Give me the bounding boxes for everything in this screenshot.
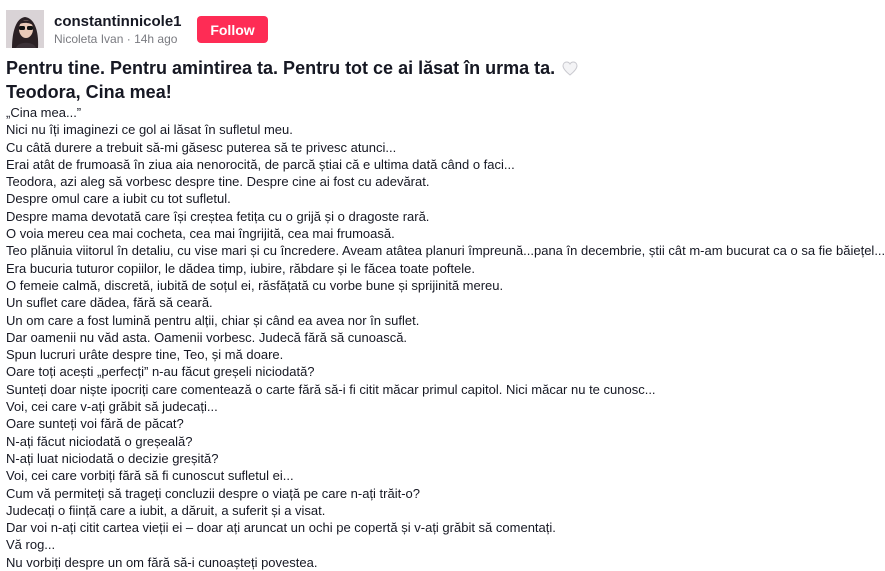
body-line: Era bucuria tuturor copiilor, le dădea timp, iubire, răbdare și le făcea toate poftele.: [6, 260, 475, 276]
post-header: [6, 10, 646, 50]
body-line: Cu câtă durere a trebuit să-mi găsesc puterea să te privesc atunci...: [6, 139, 397, 155]
body-line: Un suflet care dădea, fără să ceară.: [6, 295, 213, 311]
body-line: Voi, cei care vorbiți fără să fi cunoscut sufletul ei...: [6, 468, 294, 484]
follow-button[interactable]: Follow: [197, 16, 268, 43]
post-meta: [54, 32, 177, 46]
body-line: Cum vă permiteți să trageți concluzii despre o viață pe care n-ați trăit-o?: [6, 485, 421, 501]
avatar-image: [6, 10, 44, 48]
body-line: Vă rog...: [6, 537, 56, 553]
username[interactable]: constantinnicole1: [54, 13, 182, 30]
body-line: N-ați luat niciodată o decizie greșită?: [6, 450, 219, 466]
body-line: Teo plănuia viitorul în detaliu, cu vise mari și cu încredere. Aveam atâtea planuri împreună...pana în decembrie, știi cât m-am bucurat ca o sa fie băiețel...: [6, 243, 885, 259]
white-heart-icon: [562, 59, 578, 81]
avatar[interactable]: [6, 10, 44, 48]
body-line: Un om care a fost lumină pentru alții, chiar și când ea avea nor în suflet.: [6, 312, 420, 328]
body-line: Dar voi n-ați citit cartea vieții ei – doar ați aruncat un ochi pe copertă și v-ați grăbit să comentați.: [6, 520, 556, 536]
meta-separator: ·: [126, 32, 131, 46]
body-line: Sunteți doar niște ipocriți care comentează o carte fără să-i fi citit măcar primul capitol. Nici măcar nu te cunosc...: [6, 381, 656, 397]
body-line: Judecați o ființă care a iubit, a dăruit, a suferit și a visat.: [6, 502, 326, 518]
body-line: Despre mama devotată care își creștea fetița cu o grijă și o dragoste rară.: [6, 208, 430, 224]
title-text-end: Teodora, Cina mea!: [6, 82, 172, 102]
post-title: [6, 57, 636, 103]
body-line: Oare toți acești „perfecți” n-au făcut greșeli niciodată?: [6, 364, 315, 380]
title-text-start: Pentru tine. Pentru amintirea ta. Pentru tot ce ai lăsat în urma ta.: [6, 58, 556, 78]
body-line: Despre omul care a iubit cu tot sufletul.: [6, 191, 231, 207]
body-line: Teodora, azi aleg să vorbesc despre tine. Despre cine ai fost cu adevărat.: [6, 174, 430, 190]
post-time: 14h ago: [134, 32, 178, 46]
body-line: Voi, cei care v-ați grăbit să judecați...: [6, 399, 218, 415]
body-line: O femeie calmă, discretă, iubită de soțul ei, răsfățată cu vorbe bune și sprijinită mereu.: [6, 277, 504, 293]
body-line: Nici nu îți imaginezi ce gol ai lăsat în sufletul meu.: [6, 122, 293, 138]
body-line: Dar oamenii nu văd asta. Oamenii vorbesc. Judecă fără să cunoască.: [6, 329, 408, 345]
body-line: Nu vorbiți despre un om fără să-i cunoașteți povestea.: [6, 554, 318, 570]
body-line: Spun lucruri urâte despre tine, Teo, și mă doare.: [6, 347, 284, 363]
post-body: [6, 104, 885, 571]
body-line: N-ați făcut niciodată o greșeală?: [6, 433, 193, 449]
body-line: „Cina mea...”: [6, 105, 82, 120]
body-line: Oare sunteți voi fără de păcat?: [6, 416, 184, 432]
display-name: Nicoleta Ivan: [54, 32, 124, 46]
body-line: Erai atât de frumoasă în ziua aia nenorocită, de parcă știai că e ultima dată când o faci...: [6, 156, 515, 172]
body-line: O voia mereu cea mai cocheta, cea mai îngrijită, cea mai frumoasă.: [6, 226, 395, 242]
